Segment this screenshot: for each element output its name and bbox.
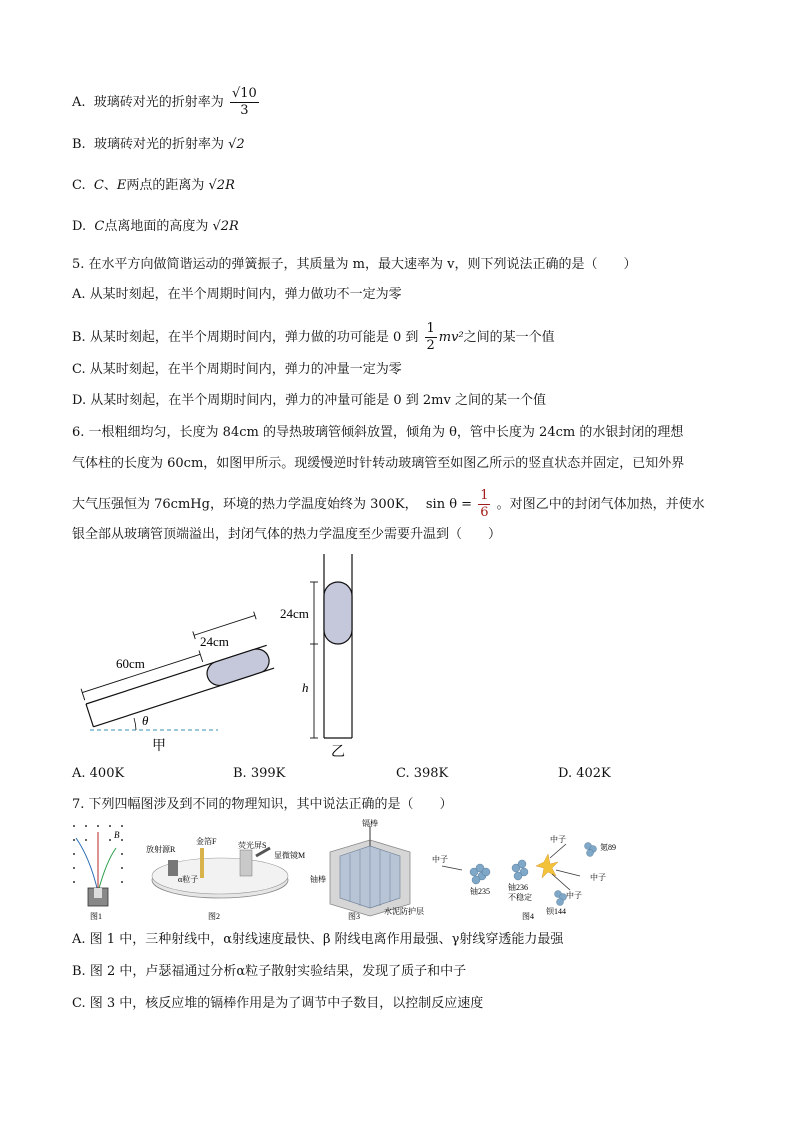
question-7-stem: 7. 下列四幅图涉及到不同的物理知识，其中说法正确的是（ ）: [72, 797, 453, 812]
option-5a: A. 从某时刻起，在半个周期时间内，弹力做功不一定为零: [72, 287, 402, 302]
option-5d: D. 从某时刻起，在半个周期时间内，弹力的冲量可能是 0 到 2mv 之间的某一个值: [72, 393, 546, 408]
label-24cm-a: 24cm: [200, 634, 229, 649]
label-foil: 金箔F: [196, 837, 217, 846]
caption-jia: 甲: [152, 739, 166, 754]
option-7c: C. 图 3 中，核反应堆的镉棒作用是为了调节中子数目，以控制反应速度: [72, 996, 484, 1011]
label-24cm-b: 24cm: [280, 606, 309, 621]
option-6a: A. 400K: [72, 766, 125, 781]
fig1-caption: 图1: [90, 912, 102, 921]
label-fuel: 铀棒: [310, 875, 326, 884]
label-wall: 水泥防护层: [384, 907, 424, 916]
inclined-tube: [75, 611, 274, 727]
figure-2: [146, 836, 305, 921]
option-6b: B. 399K: [233, 766, 286, 781]
fraction: $\frac{√10}{3}$: [231, 86, 257, 118]
mercury-column: [204, 646, 272, 689]
fig4-caption: 图4: [522, 912, 534, 921]
question-5-stem: 5. 在水平方向做简谐运动的弹簧振子，其质量为 m，最大速率为 v，则下列说法正确的是（ ）: [72, 257, 637, 272]
label-u235: 铀235: [470, 887, 490, 896]
caption-yi: 乙: [331, 745, 345, 760]
label-microscope: 显微镜M: [274, 851, 306, 860]
figure-1: [73, 825, 123, 921]
label-neutron-4: 中子: [566, 891, 582, 900]
option-5b: B. 从某时刻起，在半个周期时间内，弹力做的功可能是 0 到 $\frac{1}{2}$ mv²之间的某一个值: [72, 321, 555, 353]
option-7a: A. 图 1 中，三种射线中，α射线速度最快、β 附线电离作用最强、γ射线穿透能力最强: [72, 932, 564, 947]
label-kr: 氪89: [600, 843, 616, 852]
label-neutron-1: 中子: [432, 855, 448, 864]
option-7b: B. 图 2 中，卢瑟福通过分析α粒子散射实验结果，发现了质子和中子: [72, 964, 467, 979]
figure-4: [432, 834, 616, 921]
label-h: h: [302, 680, 309, 695]
question-6-line3: 大气压强恒为 76cmHg，环境的热力学温度始终为 300K， sin θ = $\frac{1}{6}$ 。对图乙中的封闭气体加热，并使水: [72, 488, 705, 520]
option-4a: A. 玻璃砖对光的折射率为 $\frac{√10}{3}$: [72, 86, 257, 118]
label-source: 放射源R: [146, 845, 176, 854]
label-60cm: 60cm: [116, 656, 145, 671]
label-rod: 镉棒: [362, 819, 378, 828]
question-6-line1: 6. 一根粗细均匀，长度为 84cm 的导热玻璃管倾斜放置，倾角为 θ，管中长度为 24cm 的水银封闭的理想: [72, 425, 684, 440]
option-4d: D. C点离地面的高度为 √2R: [72, 219, 239, 234]
label-theta: θ: [142, 713, 149, 728]
option-4b: B. 玻璃砖对光的折射率为 √2: [72, 137, 245, 152]
figure-3: [310, 818, 424, 921]
label-u236: 铀236: [508, 883, 528, 892]
option-4c: C. C、E两点的距离为 √2R: [72, 178, 235, 193]
label-screen: 荧光屏S: [238, 841, 267, 850]
vertical-tube: [310, 554, 352, 738]
option-5c: C. 从某时刻起，在半个周期时间内，弹力的冲量一定为零: [72, 362, 402, 377]
tube-figure: [60, 550, 400, 760]
label-unstable: 不稳定: [508, 893, 532, 902]
option-6d: D. 402K: [558, 766, 611, 781]
question-6-line4: 银全部从玻璃管顶端溢出，封闭气体的热力学温度至少需要升温到（ ）: [72, 527, 502, 542]
label-ba: 钡144: [546, 907, 566, 916]
label-B: B: [114, 830, 120, 840]
four-physics-figures: [70, 818, 640, 926]
label-neutron-3: 中子: [590, 873, 606, 882]
label-alpha: α粒子: [178, 875, 199, 884]
question-6-line2: 气体柱的长度为 60cm，如图甲所示。现缓慢逆时针转动玻璃管至如图乙所示的竖直状态并固定，已知外界: [72, 456, 685, 471]
option-6c: C. 398K: [396, 766, 449, 781]
mercury-column-vertical: [324, 582, 352, 644]
fig3-caption: 图3: [348, 912, 360, 921]
label-neutron-2: 中子: [550, 835, 566, 844]
fig2-caption: 图2: [208, 912, 220, 921]
